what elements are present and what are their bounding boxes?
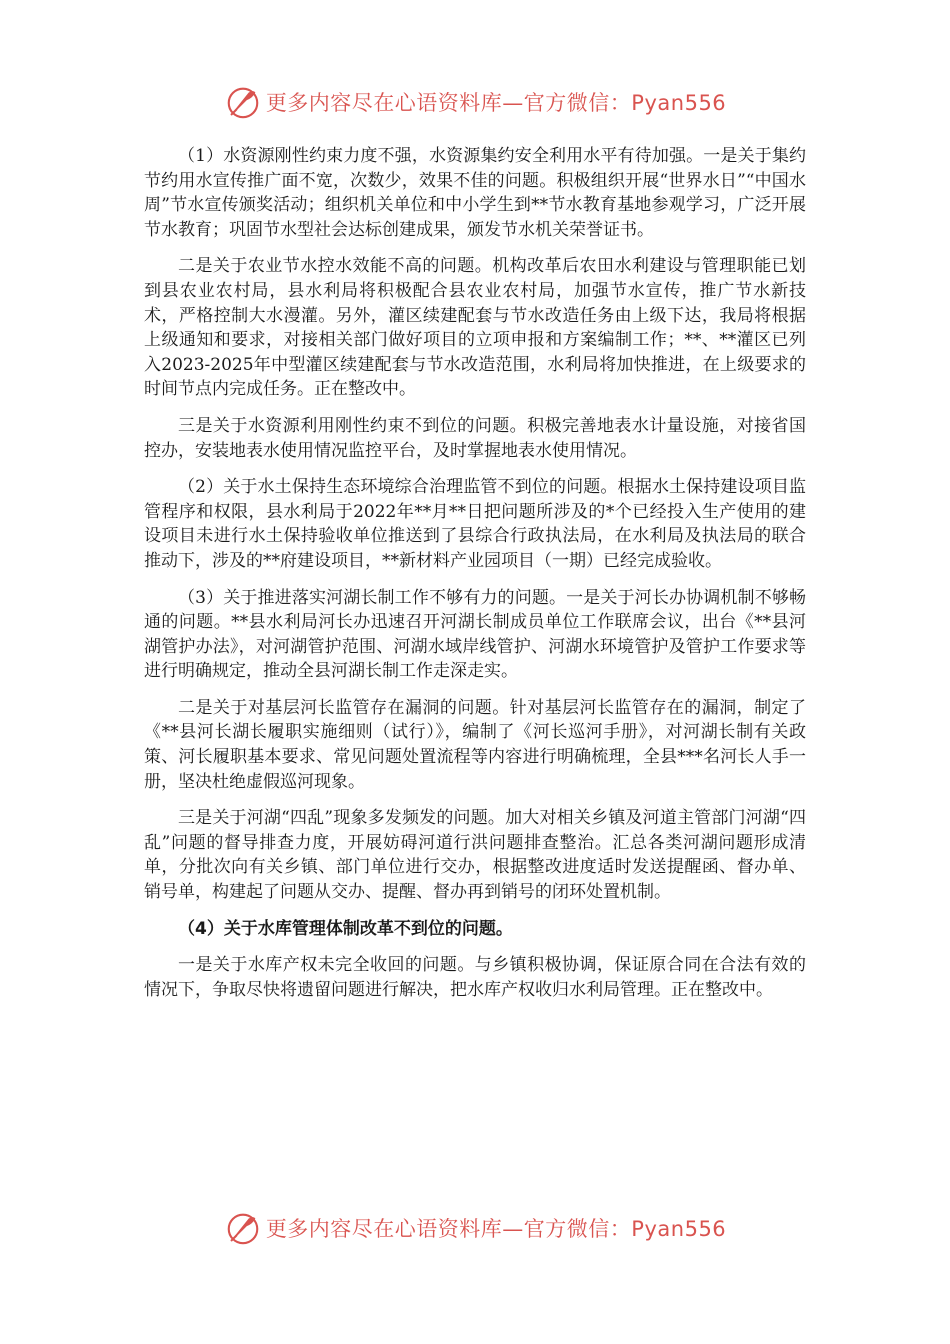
- paragraph: 三是关于水资源利用刚性约束不到位的问题。积极完善地表水计量设施，对接省国控办，安装地表水使用情况监控平台，及时掌握地表水使用情况。: [144, 415, 806, 461]
- paragraph: 三是关于河湖“四乱”现象多发频发的问题。加大对相关乡镇及河道主管部门河湖“四乱”问题的督导排查力度，开展妨碍河道行洪问题排查整治。汇总各类河湖问题形成清单，分批次向有关乡镇、部门单位进行交办，根据整改进度适时发送提醒函、督办单、销号单，构建起了问题从交办、提醒、督办再到销号的闭环处置机制。: [144, 808, 806, 903]
- quill-logo-icon: [224, 83, 262, 121]
- paragraph: 二是关于对基层河长监管存在漏洞的问题。针对基层河长监管存在的漏洞，制定了《**县河长湖长履职实施细则（试行）》，编制了《河长巡河手册》，对河湖长制有关政策、河长履职基本要求、常见问题处置流程等内容进行明确梳理，全县***名河长人手一册，坚决杜绝虚假巡河现象。: [144, 697, 806, 792]
- header-watermark: [0, 82, 950, 122]
- document-body: [144, 144, 806, 1014]
- header-watermark-text: 更多内容尽在心语资料库—官方微信：Pyan556: [265, 91, 727, 115]
- footer-watermark: [0, 1208, 950, 1248]
- quill-logo-icon: [224, 1209, 262, 1247]
- paragraph: 二是关于农业节水控水效能不高的问题。机构改革后农田水利建设与管理职能已划到县农业农村局，县水利局将积极配合县农业农村局，加强节水宣传，推广节水新技术，严格控制大水漫灌。另外，灌区续建配套与节水改造任务由上级下达，我局将根据上级通知和要求，对接相关部门做好项目的立项申报和方案编制工作；**、**灌区已列入2023-2025年中型灌区续建配套与节水改造范围，水利局将加快推进，在上级要求的时间节点内完成任务。正在整改中。: [144, 256, 806, 400]
- paragraph: （1）水资源刚性约束力度不强，水资源集约安全利用水平有待加强。一是关于集约节约用水宣传推广面不宽，次数少，效果不佳的问题。积极组织开展“世界水日”“中国水周”节水宣传颁奖活动；组织机关单位和中小学生到**节水教育基地参观学习，广泛开展节水教育；巩固节水型社会达标创建成果，颁发节水机关荣誉证书。: [144, 146, 806, 240]
- paragraph: 一是关于水库产权未完全收回的问题。与乡镇积极协调，保证原合同在合法有效的情况下，争取尽快将遗留问题进行解决，把水库产权收归水利局管理。正在整改中。: [144, 955, 806, 1000]
- paragraph: （2）关于水土保持生态环境综合治理监管不到位的问题。根据水土保持建设项目监管程序和权限，县水利局于2022年**月**日把问题所涉及的*个已经投入生产使用的建设项目未进行水土保持验收单位推送到了县综合行政执法局，在水利局及执法局的联合推动下，涉及的**府建设项目，**新材料产业园项目（一期）已经完成验收。: [144, 477, 806, 571]
- section-heading: （4）关于水库管理体制改革不到位的问题。: [178, 918, 513, 939]
- paragraph: （3）关于推进落实河湖长制工作不够有力的问题。一是关于河长办协调机制不够畅通的问题。**县水利局河长办迅速召开河湖长制成员单位工作联席会议，出台《**县河湖管护办法》，对河湖管护范围、河湖水域岸线管护、河湖水环境管护及管护工作要求等进行明确规定，推动全县河湖长制工作走深走实。: [144, 587, 806, 682]
- footer-watermark-text: 更多内容尽在心语资料库—官方微信：Pyan556: [265, 1217, 727, 1241]
